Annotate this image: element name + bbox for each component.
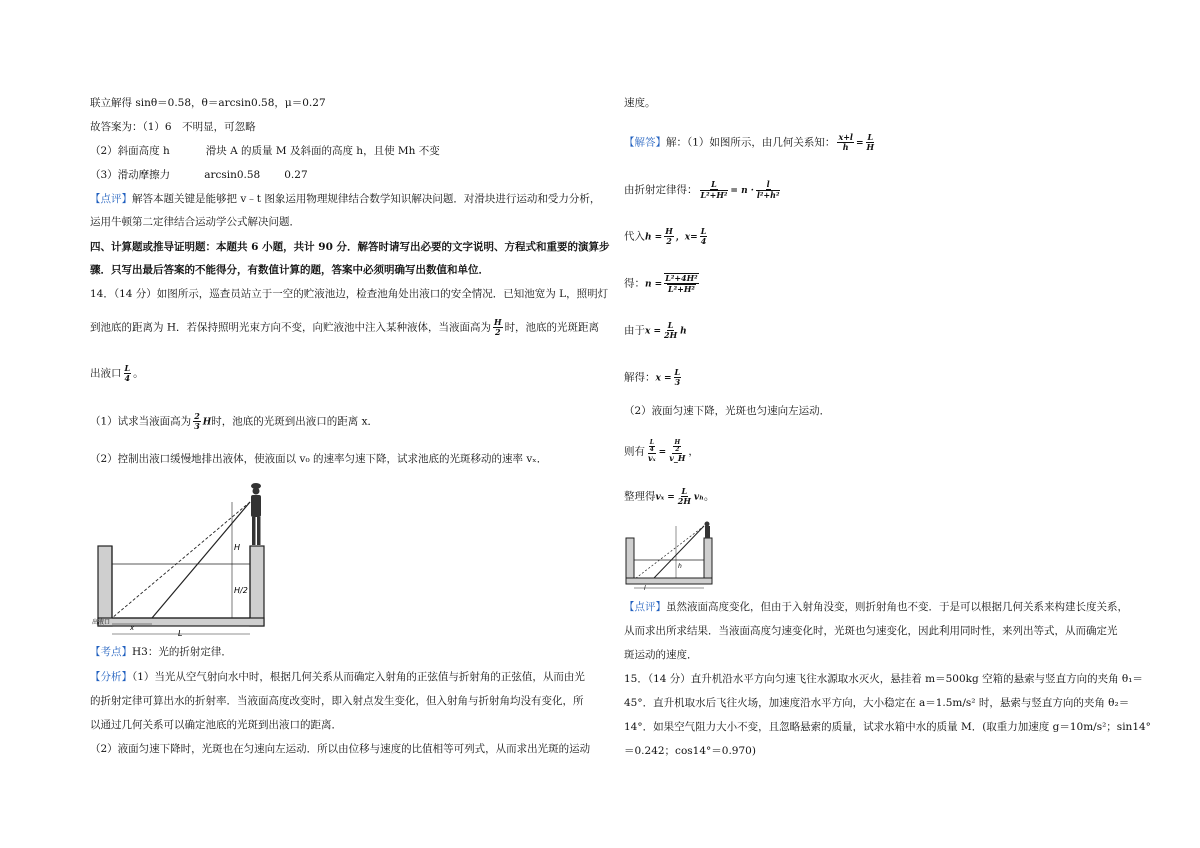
answer-line: 由于x = $\frac{L}{2H}$ h	[624, 320, 687, 340]
text-line: 联立解得 sinθ＝0.58，θ＝arcsin0.58，μ＝0.27	[90, 97, 326, 109]
question-14-text: 14．（14 分）如图所示，巡查员站立于一空的贮液池边，检查池角处出液口的安全情况．已知池宽为 L，照明灯	[90, 288, 609, 300]
answer-line: 解得：x = $\frac{L}{3}$	[624, 367, 681, 387]
fraction-l-over-4: $\frac{L}{4}$	[124, 363, 131, 383]
kaodian-line: 【考点】H3：光的折射定律．	[90, 646, 232, 658]
analysis-line: 以通过几何关系可以确定池底的光斑到出液口的距离．	[90, 719, 342, 731]
text-line: （2）斜面高度 h 滑块 A 的质量 M 及斜面的高度 h，且使 Mh 不变	[90, 145, 440, 157]
analysis-line: （2）液面匀速下降时，光斑也在匀速向左运动．所以由位移与速度的比值相等可列式，从而求出光斑的运动	[90, 743, 591, 755]
comment-line: 从而求出所求结果．当液面高度匀速变化时，光斑也匀速变化，因此利用同时性，来列出等式，从而确定光	[624, 625, 1118, 637]
x-label: x	[130, 624, 135, 632]
question-15-text: ＝0.242；cos14°＝0.970)	[624, 745, 756, 757]
text-line: 故答案为：（1）6 不明显，可忽略	[90, 121, 256, 133]
h-label: H	[234, 543, 241, 552]
question-14-text: 出液口 $\frac{L}{4}$ 。	[90, 363, 144, 383]
answer-line: 得：n = $\frac{\text{L²+4H²}}{\text{L²+H²}}$	[624, 273, 698, 294]
question-15-text: 45°．直升机取水后飞往火场，加速度沿水平方向，大小稳定在 a＝1.5m/s² 时，悬索与竖直方向的夹角 θ₂＝	[624, 697, 1130, 709]
l-label: L	[178, 629, 183, 638]
section-heading: 骤．只写出最后答案的不能得分，有数值计算的题，答案中必须明确写出数值和单位．	[90, 264, 489, 276]
analysis-line: 【分析】（1）当光从空气射向水中时，根据几何关系从而确定入射角的正弦值与折射角的正弦值，从而由光	[90, 671, 585, 683]
analysis-line: 的折射定律可算出水的折射率．当液面高度改变时，即入射点发生变化，但入射角与折射角均没有变化，所	[90, 695, 584, 707]
comment-line: 斑运动的速度．	[624, 649, 698, 661]
small-l-label: l	[644, 585, 646, 592]
fraction-h-over-2: $\frac{H}{2}$	[494, 317, 502, 337]
answer-line: 由折射定律得： $\frac{L}{\text{L²+H²}}$ = n · $\frac{l}{\text{l²+h²}}$	[624, 179, 780, 200]
section-heading: 四、计算题或推导证明题：本题共 6 小题，共计 90 分．解答时请写出必要的文字说明、方程式和重要的演算步	[90, 241, 610, 253]
answer-line: 【解答】解：（1）如图所示，由几何关系知： $\frac{x+l}{h}$ = $\frac{L}{H}$	[624, 132, 875, 152]
text-line: 运用牛顿第二定律结合运动学公式解决问题．	[90, 216, 300, 228]
fraction-two-thirds: $\frac{2}{3}$	[194, 411, 200, 431]
answer-line: 则有 $\frac{\frac{L}{4}}{\text{vₓ}}$ = $\frac{\frac{H}{2}}{v\_H}$ ，	[624, 439, 699, 463]
small-h-label: h	[678, 563, 682, 570]
text-line: （3）滑动摩擦力 arcsin0.58 0.27	[90, 169, 308, 181]
answer-line: 代入h = $\frac{H}{2}$ ，x= $\frac{L}{4}$	[624, 226, 707, 246]
question-14-part-1: （1）试求当液面高为 $\frac{2}{3}$ H时，池底的光斑到出液口的距离 x．	[90, 411, 379, 431]
question-14-text: 到池底的距离为 H．若保持照明光束方向不变，向贮液池中注入某种液体，当液面高为 $\frac{H}{2}$ 时，池底的光斑距离	[90, 317, 600, 337]
text-line: 速度。	[624, 97, 656, 109]
question-15-text: 14°．如果空气阻力大小不变，且忽略悬索的质量，试求水箱中水的质量 M．(取重力加速度 g＝10m/s²；sin14°	[624, 721, 1151, 733]
question-14-part-2: （2）控制出液口缓慢地排出液体，使液面以 v₀ 的速率匀速下降，试求池底的光斑移动的速率 vₓ．	[90, 453, 548, 465]
small-pool-figure	[624, 520, 716, 592]
answer-line: （2）液面匀速下降，光斑也匀速向左运动．	[624, 405, 831, 417]
comment-line: 【点评】虽然液面高度变化，但由于入射角没变，则折射角也不变．于是可以根据几何关系来构建长度关系，	[624, 601, 1128, 613]
answer-line: 整理得vₓ = $\frac{L}{2H}$ vₕ。	[624, 486, 715, 506]
question-15-text: 15．（14 分）直升机沿水平方向匀速飞往水源取水灭火，悬挂着 m＝500kg 空箱的悬索与竖直方向的夹角 θ₁＝	[624, 673, 1143, 685]
outlet-label: 出液口	[92, 619, 111, 626]
comment-line: 【点评】解答本题关键是能够把 v﹣t 图象运用物理规律结合数学知识解决问题．对滑块进行运动和受力分析，	[90, 193, 601, 205]
h2-label: H/2	[234, 586, 248, 595]
pool-figure	[92, 478, 272, 638]
